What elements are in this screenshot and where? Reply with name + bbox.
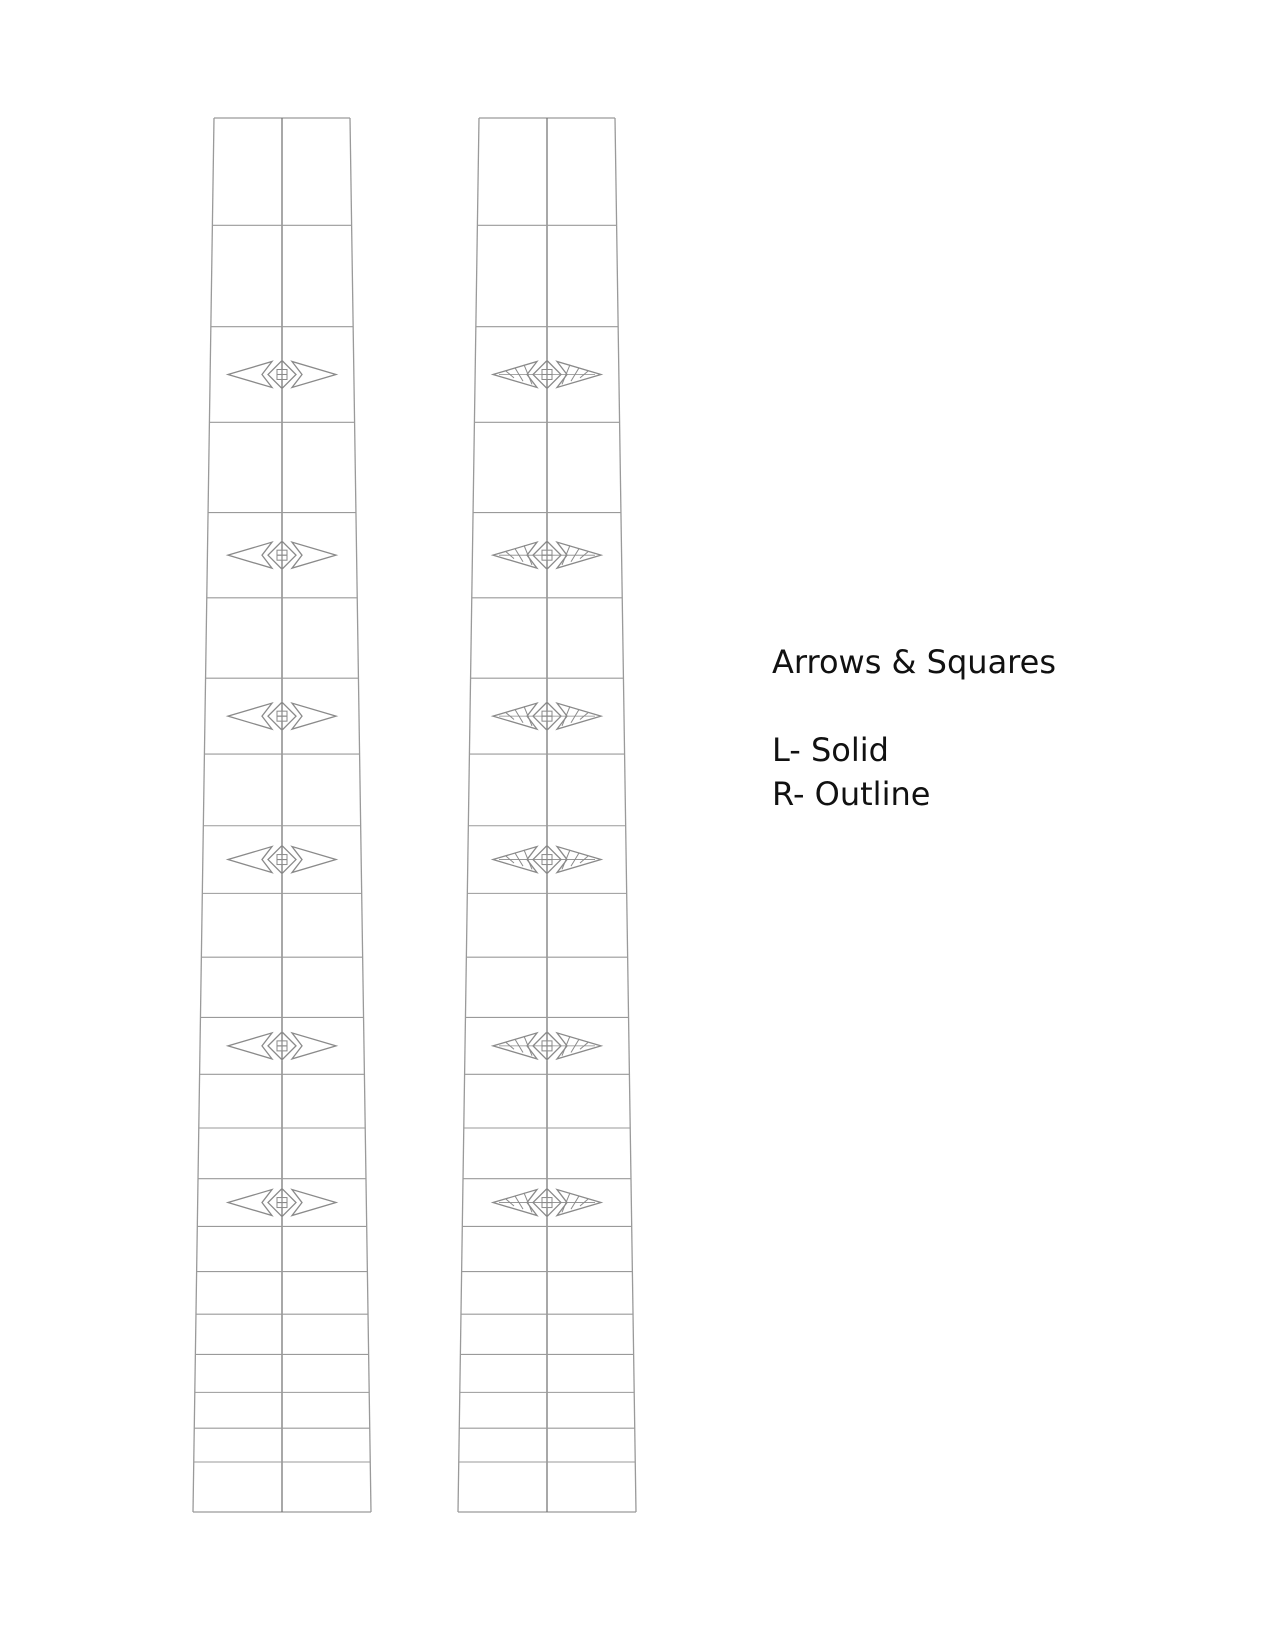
arrow-right-icon <box>292 361 336 387</box>
square-icon <box>542 1203 547 1208</box>
square-icon <box>542 711 547 716</box>
fretboard-edge-left <box>193 118 214 1512</box>
square-icon <box>277 716 282 721</box>
square-icon <box>277 1046 282 1051</box>
arrow-left-icon <box>228 542 272 568</box>
caption-right-label: R- Outline <box>772 775 931 813</box>
square-icon <box>542 369 547 374</box>
square-icon <box>547 716 552 721</box>
square-icon <box>547 1046 552 1051</box>
square-icon <box>542 550 547 555</box>
square-icon <box>277 1203 282 1208</box>
arrow-right-icon <box>292 703 336 729</box>
square-icon <box>547 855 552 860</box>
square-icon <box>277 374 282 379</box>
arrow-right-icon <box>292 1033 336 1059</box>
square-icon <box>542 716 547 721</box>
square-icon <box>547 711 552 716</box>
arrow-left-icon <box>228 1033 272 1059</box>
fretboard-edge-right <box>350 118 371 1512</box>
square-icon <box>542 1041 547 1046</box>
square-icon <box>277 860 282 865</box>
fretboard-left <box>193 118 371 1512</box>
arrow-right-icon <box>292 847 336 873</box>
caption-title: Arrows & Squares <box>772 643 1056 681</box>
fretboard-edge-left <box>458 118 479 1512</box>
square-icon <box>542 1046 547 1051</box>
arrow-right-icon <box>292 542 336 568</box>
caption <box>772 640 1056 816</box>
square-icon <box>282 1198 287 1203</box>
square-icon <box>282 555 287 560</box>
square-icon <box>282 550 287 555</box>
arrow-right-icon <box>292 1190 336 1216</box>
square-icon <box>547 550 552 555</box>
square-icon <box>542 374 547 379</box>
square-icon <box>547 860 552 865</box>
arrow-left-icon <box>228 703 272 729</box>
square-icon <box>282 855 287 860</box>
square-icon <box>277 555 282 560</box>
square-icon <box>282 1046 287 1051</box>
square-icon <box>277 550 282 555</box>
square-icon <box>542 855 547 860</box>
fretboard-edge-right <box>615 118 636 1512</box>
square-icon <box>277 711 282 716</box>
square-icon <box>542 860 547 865</box>
square-icon <box>282 711 287 716</box>
square-icon <box>277 855 282 860</box>
square-icon <box>277 369 282 374</box>
square-icon <box>282 374 287 379</box>
caption-left-label: L- Solid <box>772 731 889 769</box>
arrow-left-icon <box>228 361 272 387</box>
square-icon <box>282 860 287 865</box>
square-icon <box>542 555 547 560</box>
square-icon <box>282 1203 287 1208</box>
caption-spacer <box>772 684 1056 728</box>
square-icon <box>547 374 552 379</box>
square-icon <box>547 1203 552 1208</box>
arrow-left-icon <box>228 1190 272 1216</box>
square-icon <box>282 1041 287 1046</box>
square-icon <box>282 369 287 374</box>
square-icon <box>282 716 287 721</box>
square-icon <box>277 1041 282 1046</box>
fretboard-right <box>458 118 636 1512</box>
square-icon <box>547 1041 552 1046</box>
square-icon <box>547 1198 552 1203</box>
square-icon <box>277 1198 282 1203</box>
arrow-left-icon <box>228 847 272 873</box>
square-icon <box>547 369 552 374</box>
square-icon <box>542 1198 547 1203</box>
square-icon <box>547 555 552 560</box>
